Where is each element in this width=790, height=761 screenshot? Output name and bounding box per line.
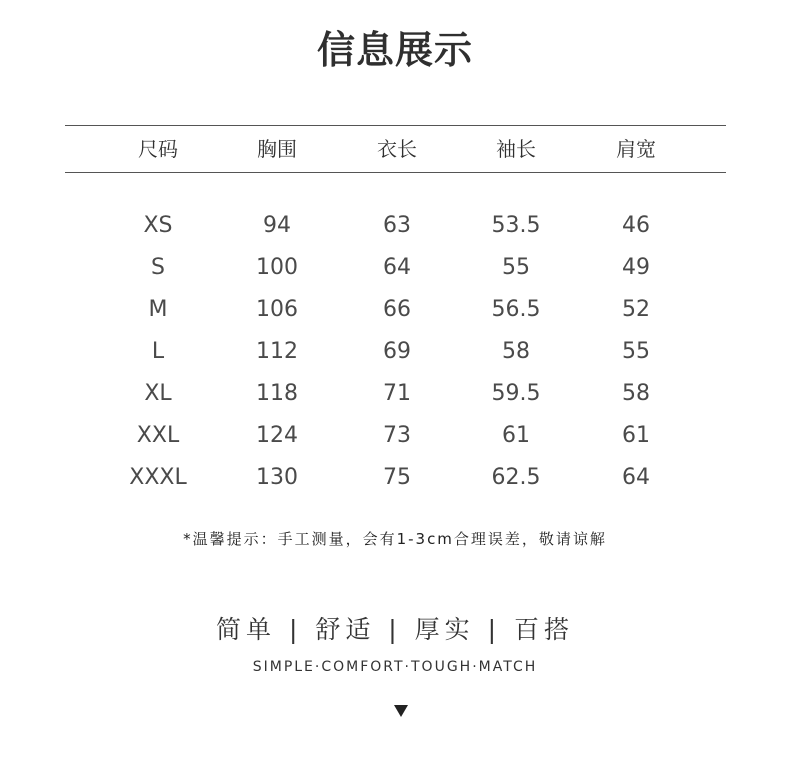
cell-size: XXL bbox=[136, 423, 180, 448]
cell-shoulder: 61 bbox=[622, 423, 650, 448]
cell-chest: 130 bbox=[256, 465, 298, 490]
cell-sleeve: 56.5 bbox=[491, 297, 541, 322]
table-row bbox=[0, 295, 790, 337]
cell-sleeve: 61 bbox=[502, 423, 530, 448]
measurement-note: *温馨提示：手工测量，会有1-3cm合理误差，敬请谅解 bbox=[183, 530, 607, 548]
cell-length: 63 bbox=[383, 213, 411, 238]
header-chest: 胸围 bbox=[257, 137, 297, 161]
header-sleeve: 袖长 bbox=[496, 137, 536, 161]
cell-shoulder: 46 bbox=[622, 213, 650, 238]
cell-length: 71 bbox=[383, 381, 411, 406]
cell-chest: 118 bbox=[256, 381, 298, 406]
cell-sleeve: 53.5 bbox=[491, 213, 541, 238]
cell-shoulder: 52 bbox=[622, 297, 650, 322]
cell-sleeve: 62.5 bbox=[491, 465, 541, 490]
table-header bbox=[0, 126, 790, 172]
cell-size: XL bbox=[144, 381, 172, 406]
cell-shoulder: 49 bbox=[622, 255, 650, 280]
table-row bbox=[0, 463, 790, 505]
cell-size: S bbox=[151, 255, 165, 280]
page-title: 信息展示 bbox=[316, 28, 473, 72]
cell-chest: 94 bbox=[263, 213, 291, 238]
slogan-en: SIMPLE·COMFORT·TOUGH·MATCH bbox=[252, 659, 538, 675]
cell-sleeve: 58 bbox=[502, 339, 530, 364]
cell-chest: 124 bbox=[256, 423, 298, 448]
cell-shoulder: 58 bbox=[622, 381, 650, 406]
slogan-cn: 简单 | 舒适 | 厚实 | 百搭 bbox=[216, 615, 574, 644]
header-shoulder: 肩宽 bbox=[616, 137, 656, 161]
cell-length: 73 bbox=[383, 423, 411, 448]
table-row bbox=[0, 253, 790, 295]
cell-chest: 106 bbox=[256, 297, 298, 322]
header-size: 尺码 bbox=[138, 137, 178, 161]
cell-size: L bbox=[151, 339, 165, 364]
table-row bbox=[0, 379, 790, 421]
cell-length: 66 bbox=[383, 297, 411, 322]
cell-length: 64 bbox=[383, 255, 411, 280]
cell-sleeve: 59.5 bbox=[491, 381, 541, 406]
table-row bbox=[0, 421, 790, 463]
cell-shoulder: 55 bbox=[622, 339, 650, 364]
cell-size: XS bbox=[143, 213, 173, 238]
cell-shoulder: 64 bbox=[622, 465, 650, 490]
cell-chest: 100 bbox=[256, 255, 298, 280]
header-length: 衣长 bbox=[377, 137, 417, 161]
cell-sleeve: 55 bbox=[502, 255, 530, 280]
table-header-rule bbox=[65, 172, 726, 173]
cell-size: M bbox=[148, 297, 168, 322]
cell-size: XXXL bbox=[129, 465, 187, 490]
cell-length: 75 bbox=[383, 465, 411, 490]
down-triangle-icon bbox=[394, 705, 408, 717]
table-row bbox=[0, 337, 790, 379]
cell-length: 69 bbox=[383, 339, 411, 364]
cell-chest: 112 bbox=[256, 339, 298, 364]
table-row bbox=[0, 211, 790, 253]
